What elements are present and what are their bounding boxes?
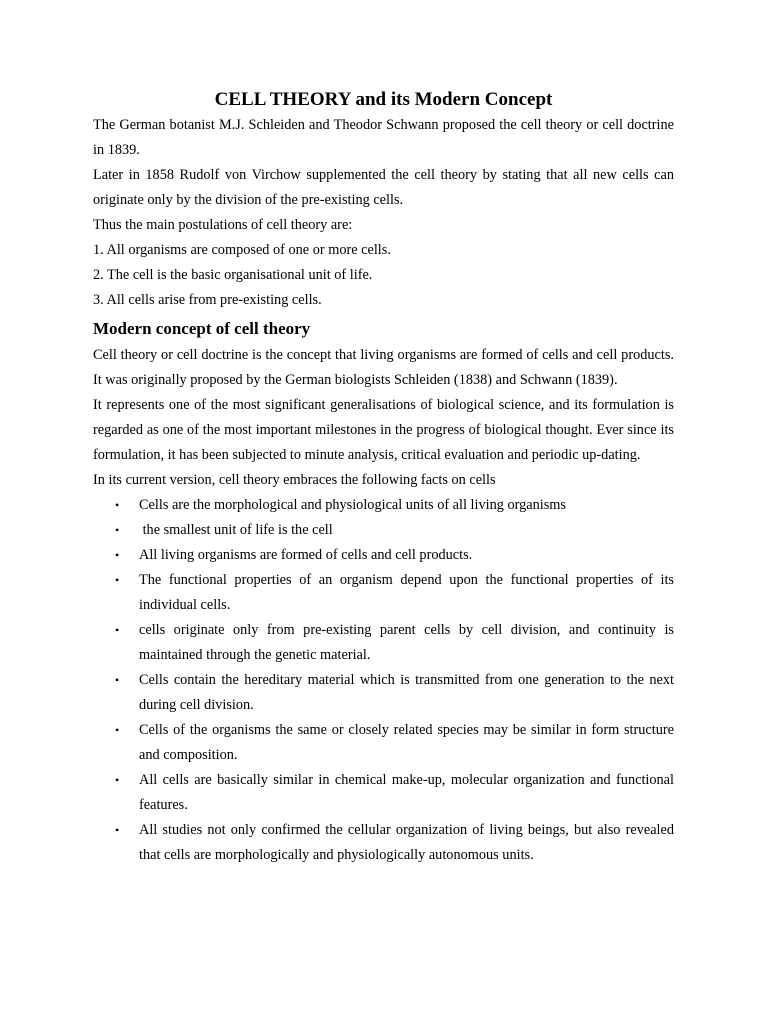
list-item <box>93 518 674 543</box>
list-item-text: The functional properties of an organism depend upon the functional properties of its individual cells. <box>139 572 674 613</box>
document-page <box>93 87 674 868</box>
list-item-text: Cells of the organisms the same or closely related species may be similar in form structure and composition. <box>139 722 674 763</box>
list-item <box>93 768 674 818</box>
list-item <box>93 668 674 718</box>
list-item-text: cells originate only from pre-existing parent cells by cell division, and continuity is maintained through the genetic material. <box>139 622 674 663</box>
list-item-text: Cells are the morphological and physiological units of all living organisms <box>139 497 566 513</box>
intro-section <box>93 113 674 313</box>
modern-paragraph-3: In its current version, cell theory embraces the following facts on cells <box>93 472 496 488</box>
list-item-text: Cells contain the hereditary material which is transmitted from one generation to the next during cell division. <box>139 672 674 713</box>
intro-paragraph-3: Thus the main postulations of cell theory are: <box>93 217 353 233</box>
document-title: CELL THEORY and its Modern Concept <box>214 89 553 110</box>
bullet-icon: • <box>115 673 120 687</box>
list-item <box>93 543 674 568</box>
list-item-text: All living organisms are formed of cells and cell products. <box>139 547 473 563</box>
postulate-item: 3. All cells arise from pre-existing cells. <box>93 292 322 308</box>
bullet-icon: • <box>115 573 120 587</box>
intro-paragraph-2: Later in 1858 Rudolf von Virchow supplemented the cell theory by stating that all new cells can originate only by the division of the pre-existing cells. <box>93 167 674 208</box>
postulate-item: 2. The cell is the basic organisational unit of life. <box>93 267 373 283</box>
postulate-item: 1. All organisms are composed of one or more cells. <box>93 242 391 258</box>
bullet-icon: • <box>115 548 120 562</box>
list-item <box>93 493 674 518</box>
modern-paragraph-2: It represents one of the most significant generalisations of biological science, and its formulation is regarded as one of the most important milestones in the progress of biological thought. Ever since its formulation, it has been subjected to minute analysis, critical evaluation and periodic up-dating. <box>93 397 674 463</box>
bullet-icon: • <box>115 823 120 837</box>
list-item <box>93 818 674 868</box>
bullet-icon: • <box>115 523 120 537</box>
list-item-text: the smallest unit of life is the cell <box>139 522 333 538</box>
bullet-icon: • <box>115 623 120 637</box>
bullet-icon: • <box>115 773 120 787</box>
section-heading: Modern concept of cell theory <box>93 319 311 338</box>
modern-section <box>93 343 674 868</box>
facts-list <box>93 493 674 868</box>
bullet-icon: • <box>115 498 120 512</box>
list-item <box>93 568 674 618</box>
bullet-icon: • <box>115 723 120 737</box>
list-item-text: All cells are basically similar in chemical make-up, molecular organization and functional features. <box>139 772 674 813</box>
list-item-text: All studies not only confirmed the cellular organization of living beings, but also revealed that cells are morphologically and physiologically autonomous units. <box>139 822 674 863</box>
modern-paragraph-1: Cell theory or cell doctrine is the concept that living organisms are formed of cells and cell products. It was originally proposed by the German biologists Schleiden (1838) and Schwann (1839). <box>93 347 674 388</box>
list-item <box>93 618 674 668</box>
intro-paragraph-1: The German botanist M.J. Schleiden and Theodor Schwann proposed the cell theory or cell doctrine in 1839. <box>93 117 674 158</box>
list-item <box>93 718 674 768</box>
